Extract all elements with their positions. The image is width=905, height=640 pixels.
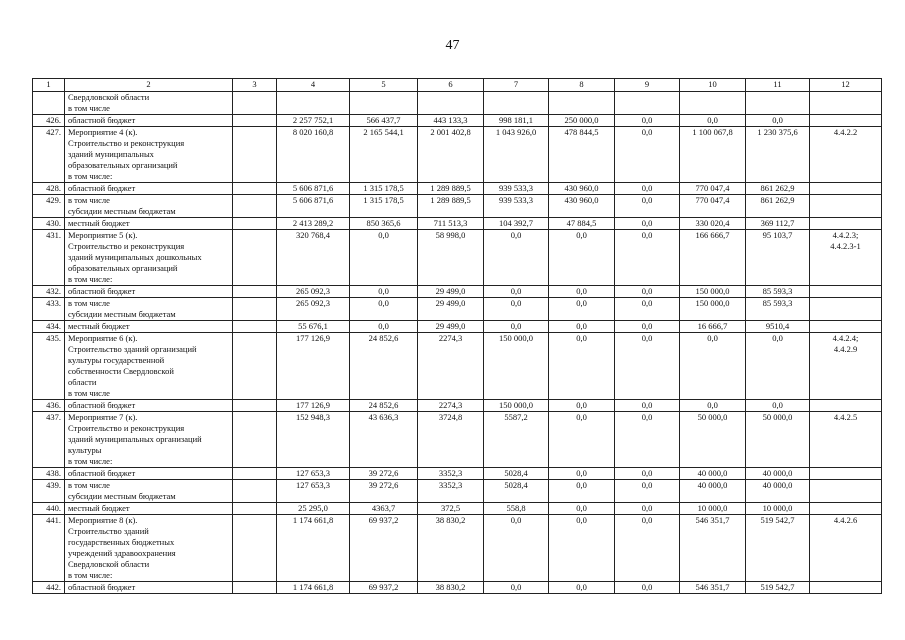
cell-col7: 558,8 [484, 503, 549, 515]
row-number: 439. [33, 480, 65, 503]
cell-col3 [233, 412, 277, 468]
cell-col6: 3724,8 [418, 412, 484, 468]
cell-col5: 24 852,6 [350, 333, 418, 400]
cell-col8: 0,0 [549, 400, 615, 412]
cell-col5: 43 636,3 [350, 412, 418, 468]
cell-col5: 566 437,7 [350, 115, 418, 127]
cell-col5: 2 165 544,1 [350, 127, 418, 183]
header-cell: 2 [65, 79, 233, 92]
cell-col6: 711 513,3 [418, 218, 484, 230]
cell-col10: 10 000,0 [680, 503, 746, 515]
row-number: 441. [33, 515, 65, 582]
cell-col5: 39 272,6 [350, 468, 418, 480]
cell-col11: 861 262,9 [746, 183, 810, 195]
cell-col11 [746, 92, 810, 115]
cell-code: 4.4.2.3; 4.4.2.3-1 [810, 230, 882, 286]
cell-col6 [418, 92, 484, 115]
cell-col10: 166 666,7 [680, 230, 746, 286]
cell-col3 [233, 480, 277, 503]
cell-col8: 0,0 [549, 321, 615, 333]
cell-code: 4.4.2.4; 4.4.2.9 [810, 333, 882, 400]
cell-code [810, 468, 882, 480]
cell-col5: 850 365,6 [350, 218, 418, 230]
cell-col5: 0,0 [350, 298, 418, 321]
item-name: Мероприятие 8 (к). Строительство зданий государственных бюджетных учреждений здравоохранения Свердловской области в том числе: [65, 515, 233, 582]
cell-col8: 0,0 [549, 480, 615, 503]
item-name: Мероприятие 6 (к). Строительство зданий организаций культуры государственной собственности Свердловской области в том числе [65, 333, 233, 400]
cell-col10: 546 351,7 [680, 582, 746, 594]
cell-code [810, 503, 882, 515]
item-name: Мероприятие 5 (к). Строительство и реконструкция зданий муниципальных дошкольных образовательных организаций в том числе: [65, 230, 233, 286]
cell-col9: 0,0 [615, 286, 680, 298]
item-name: Мероприятие 4 (к). Строительство и реконструкция зданий муниципальных образовательных организаций в том числе: [65, 127, 233, 183]
item-name: местный бюджет [65, 321, 233, 333]
item-name: местный бюджет [65, 218, 233, 230]
cell-col6: 443 133,3 [418, 115, 484, 127]
cell-col7: 939 533,3 [484, 195, 549, 218]
cell-col11: 0,0 [746, 333, 810, 400]
cell-col4: 265 092,3 [277, 286, 350, 298]
item-name: областной бюджет [65, 183, 233, 195]
cell-col10: 150 000,0 [680, 286, 746, 298]
cell-col7: 5028,4 [484, 468, 549, 480]
table-row [33, 92, 882, 115]
item-name: Свердловской области в том числе [65, 92, 233, 115]
cell-col10: 770 047,4 [680, 195, 746, 218]
cell-col10: 0,0 [680, 115, 746, 127]
cell-col6: 2274,3 [418, 400, 484, 412]
cell-col10: 330 020,4 [680, 218, 746, 230]
cell-col5: 0,0 [350, 286, 418, 298]
budget-table [32, 78, 882, 594]
cell-col7: 150 000,0 [484, 400, 549, 412]
table-row [33, 195, 882, 218]
row-number: 430. [33, 218, 65, 230]
item-name: областной бюджет [65, 400, 233, 412]
cell-col5: 1 315 178,5 [350, 183, 418, 195]
header-cell: 12 [810, 79, 882, 92]
cell-col11: 519 542,7 [746, 582, 810, 594]
cell-col4: 8 020 160,8 [277, 127, 350, 183]
cell-col11: 50 000,0 [746, 412, 810, 468]
cell-col10: 40 000,0 [680, 468, 746, 480]
cell-col4: 55 676,1 [277, 321, 350, 333]
cell-code: 4.4.2.5 [810, 412, 882, 468]
cell-col11: 10 000,0 [746, 503, 810, 515]
header-cell: 7 [484, 79, 549, 92]
cell-col4: 5 606 871,6 [277, 195, 350, 218]
table-row [33, 333, 882, 400]
cell-col11: 40 000,0 [746, 468, 810, 480]
cell-col3 [233, 127, 277, 183]
table-row [33, 582, 882, 594]
cell-col10 [680, 92, 746, 115]
cell-col5: 69 937,2 [350, 582, 418, 594]
item-name: областной бюджет [65, 286, 233, 298]
cell-col6: 58 998,0 [418, 230, 484, 286]
cell-col4: 25 295,0 [277, 503, 350, 515]
cell-col4: 2 257 752,1 [277, 115, 350, 127]
cell-col9 [615, 92, 680, 115]
cell-code [810, 480, 882, 503]
cell-col4: 127 653,3 [277, 480, 350, 503]
cell-col11: 0,0 [746, 115, 810, 127]
header-row [33, 79, 882, 92]
cell-col10: 40 000,0 [680, 480, 746, 503]
cell-col3 [233, 333, 277, 400]
table-row [33, 115, 882, 127]
cell-code [810, 582, 882, 594]
table-row [33, 218, 882, 230]
cell-col9: 0,0 [615, 127, 680, 183]
cell-col6: 2274,3 [418, 333, 484, 400]
cell-col4: 265 092,3 [277, 298, 350, 321]
cell-code [810, 92, 882, 115]
cell-col6: 29 499,0 [418, 298, 484, 321]
cell-col8: 0,0 [549, 468, 615, 480]
cell-col3 [233, 582, 277, 594]
header-cell: 3 [233, 79, 277, 92]
cell-code [810, 286, 882, 298]
cell-col4: 1 174 661,8 [277, 582, 350, 594]
cell-col8 [549, 92, 615, 115]
cell-col8: 250 000,0 [549, 115, 615, 127]
cell-col10: 150 000,0 [680, 298, 746, 321]
cell-col7: 0,0 [484, 515, 549, 582]
cell-col9: 0,0 [615, 503, 680, 515]
cell-col3 [233, 230, 277, 286]
table-row [33, 515, 882, 582]
cell-col7: 104 392,7 [484, 218, 549, 230]
cell-col4: 177 126,9 [277, 333, 350, 400]
row-number: 431. [33, 230, 65, 286]
item-name: областной бюджет [65, 468, 233, 480]
cell-col9: 0,0 [615, 480, 680, 503]
row-number: 436. [33, 400, 65, 412]
cell-col11: 85 593,3 [746, 286, 810, 298]
cell-col6: 1 289 889,5 [418, 195, 484, 218]
cell-col5: 1 315 178,5 [350, 195, 418, 218]
cell-col7: 939 533,3 [484, 183, 549, 195]
cell-col9: 0,0 [615, 515, 680, 582]
table-row [33, 400, 882, 412]
cell-code [810, 115, 882, 127]
cell-col10: 50 000,0 [680, 412, 746, 468]
cell-col5 [350, 92, 418, 115]
table-row [33, 503, 882, 515]
table-row [33, 412, 882, 468]
cell-col9: 0,0 [615, 298, 680, 321]
header-cell: 5 [350, 79, 418, 92]
cell-col9: 0,0 [615, 333, 680, 400]
row-number: 429. [33, 195, 65, 218]
cell-col3 [233, 298, 277, 321]
cell-col3 [233, 503, 277, 515]
page-number: 47 [445, 38, 460, 53]
cell-col10: 0,0 [680, 400, 746, 412]
cell-col8: 47 884,5 [549, 218, 615, 230]
cell-code [810, 321, 882, 333]
table-row [33, 286, 882, 298]
cell-col9: 0,0 [615, 412, 680, 468]
item-name: Мероприятие 7 (к). Строительство и реконструкция зданий муниципальных организаций культуры в том числе: [65, 412, 233, 468]
cell-col4: 2 413 289,2 [277, 218, 350, 230]
cell-col8: 0,0 [549, 298, 615, 321]
cell-col10: 16 666,7 [680, 321, 746, 333]
table-row [33, 468, 882, 480]
cell-col8: 0,0 [549, 582, 615, 594]
table-row [33, 230, 882, 286]
cell-col4: 5 606 871,6 [277, 183, 350, 195]
row-number: 437. [33, 412, 65, 468]
cell-col3 [233, 400, 277, 412]
cell-col9: 0,0 [615, 115, 680, 127]
cell-col8: 0,0 [549, 412, 615, 468]
header-cell: 8 [549, 79, 615, 92]
cell-code: 4.4.2.2 [810, 127, 882, 183]
row-number: 426. [33, 115, 65, 127]
cell-col9: 0,0 [615, 195, 680, 218]
header-cell: 9 [615, 79, 680, 92]
cell-col11: 861 262,9 [746, 195, 810, 218]
header-cell: 6 [418, 79, 484, 92]
cell-col6: 38 830,2 [418, 582, 484, 594]
cell-col3 [233, 468, 277, 480]
cell-col6: 38 830,2 [418, 515, 484, 582]
row-number: 438. [33, 468, 65, 480]
header-cell: 11 [746, 79, 810, 92]
cell-col11: 0,0 [746, 400, 810, 412]
cell-col9: 0,0 [615, 582, 680, 594]
cell-col8: 478 844,5 [549, 127, 615, 183]
cell-col9: 0,0 [615, 400, 680, 412]
cell-col8: 0,0 [549, 515, 615, 582]
cell-col6: 2 001 402,8 [418, 127, 484, 183]
cell-col9: 0,0 [615, 468, 680, 480]
cell-col9: 0,0 [615, 183, 680, 195]
cell-col10: 770 047,4 [680, 183, 746, 195]
cell-col5: 24 852,6 [350, 400, 418, 412]
row-number: 427. [33, 127, 65, 183]
cell-col10: 546 351,7 [680, 515, 746, 582]
cell-col4: 127 653,3 [277, 468, 350, 480]
cell-col3 [233, 286, 277, 298]
cell-col5: 39 272,6 [350, 480, 418, 503]
cell-col3 [233, 115, 277, 127]
cell-col4: 152 948,3 [277, 412, 350, 468]
row-number: 440. [33, 503, 65, 515]
cell-col8: 0,0 [549, 230, 615, 286]
table-row [33, 298, 882, 321]
cell-code [810, 298, 882, 321]
header-cell: 10 [680, 79, 746, 92]
cell-col7: 5028,4 [484, 480, 549, 503]
cell-col4: 177 126,9 [277, 400, 350, 412]
header-cell: 4 [277, 79, 350, 92]
header-cell: 1 [33, 79, 65, 92]
table-row [33, 127, 882, 183]
cell-col7: 0,0 [484, 321, 549, 333]
table-row [33, 183, 882, 195]
item-name: областной бюджет [65, 582, 233, 594]
cell-col11: 1 230 375,6 [746, 127, 810, 183]
cell-col4 [277, 92, 350, 115]
cell-col6: 1 289 889,5 [418, 183, 484, 195]
cell-col9: 0,0 [615, 321, 680, 333]
cell-col3 [233, 183, 277, 195]
cell-code [810, 218, 882, 230]
table-row [33, 321, 882, 333]
cell-col8: 430 960,0 [549, 183, 615, 195]
cell-col3 [233, 218, 277, 230]
cell-col4: 1 174 661,8 [277, 515, 350, 582]
cell-col8: 0,0 [549, 333, 615, 400]
row-number [33, 92, 65, 115]
cell-col11: 95 103,7 [746, 230, 810, 286]
cell-col6: 3352,3 [418, 480, 484, 503]
table-body [33, 79, 882, 594]
cell-col5: 0,0 [350, 230, 418, 286]
cell-col7: 0,0 [484, 298, 549, 321]
cell-col3 [233, 92, 277, 115]
row-number: 434. [33, 321, 65, 333]
row-number: 428. [33, 183, 65, 195]
row-number: 435. [33, 333, 65, 400]
cell-col9: 0,0 [615, 218, 680, 230]
cell-col6: 29 499,0 [418, 286, 484, 298]
cell-col5: 0,0 [350, 321, 418, 333]
cell-col6: 372,5 [418, 503, 484, 515]
cell-col10: 0,0 [680, 333, 746, 400]
cell-col10: 1 100 067,8 [680, 127, 746, 183]
row-number: 432. [33, 286, 65, 298]
cell-code [810, 183, 882, 195]
cell-col8: 0,0 [549, 286, 615, 298]
cell-col11: 519 542,7 [746, 515, 810, 582]
cell-col6: 3352,3 [418, 468, 484, 480]
cell-col11: 369 112,7 [746, 218, 810, 230]
item-name: в том числе субсидии местным бюджетам [65, 480, 233, 503]
cell-col11: 85 593,3 [746, 298, 810, 321]
cell-col8: 430 960,0 [549, 195, 615, 218]
cell-col6: 29 499,0 [418, 321, 484, 333]
cell-col7 [484, 92, 549, 115]
cell-code: 4.4.2.6 [810, 515, 882, 582]
cell-col7: 5587,2 [484, 412, 549, 468]
cell-col3 [233, 321, 277, 333]
cell-col9: 0,0 [615, 230, 680, 286]
item-name: областной бюджет [65, 115, 233, 127]
cell-col7: 1 043 926,0 [484, 127, 549, 183]
cell-col7: 150 000,0 [484, 333, 549, 400]
cell-col3 [233, 195, 277, 218]
cell-col11: 9510,4 [746, 321, 810, 333]
cell-col7: 0,0 [484, 230, 549, 286]
cell-col7: 998 181,1 [484, 115, 549, 127]
item-name: в том числе субсидии местным бюджетам [65, 195, 233, 218]
cell-col5: 69 937,2 [350, 515, 418, 582]
cell-col3 [233, 515, 277, 582]
table-row [33, 480, 882, 503]
cell-col11: 40 000,0 [746, 480, 810, 503]
item-name: в том числе субсидии местным бюджетам [65, 298, 233, 321]
cell-col4: 320 768,4 [277, 230, 350, 286]
cell-col5: 4363,7 [350, 503, 418, 515]
cell-code [810, 195, 882, 218]
row-number: 433. [33, 298, 65, 321]
item-name: местный бюджет [65, 503, 233, 515]
cell-col7: 0,0 [484, 286, 549, 298]
cell-col7: 0,0 [484, 582, 549, 594]
cell-col8: 0,0 [549, 503, 615, 515]
row-number: 442. [33, 582, 65, 594]
cell-code [810, 400, 882, 412]
